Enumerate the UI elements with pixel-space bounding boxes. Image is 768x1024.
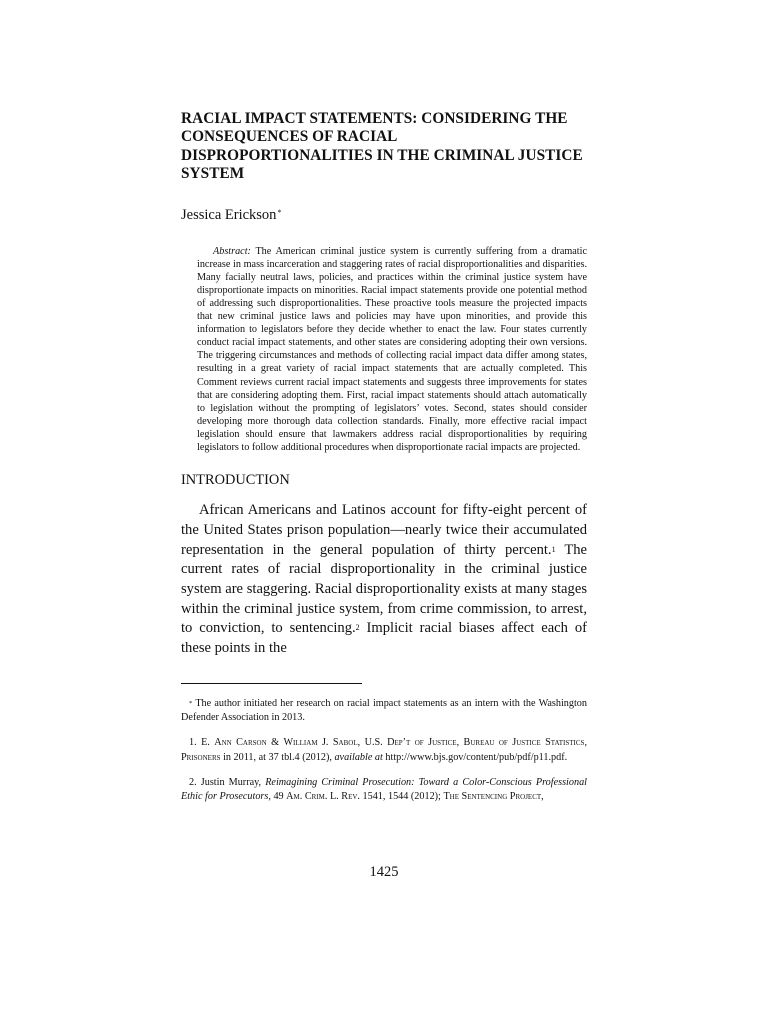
footnote-2 bbox=[181, 776, 587, 805]
abstract-label: Abstract: bbox=[213, 245, 251, 257]
author-name: Jessica Erickson bbox=[181, 206, 277, 223]
footnote-1-publisher: Dep’t of Justice bbox=[387, 737, 457, 749]
abstract-text: The American criminal justice system is currently suffering from a dramatic increase in mass incarceration and staggering rates of racial disproportionalities and disparities. Many facially neutral laws, policies, and practices within the criminal justice system have disproportionate impacts on minorities. Racial impact statements provide one potential method of addressing such disproportionalities. These proactive tools measure the projected impacts that new criminal justice laws and policies may have upon minorities, and provide this information to legislators before they decide whether to enact the law. Four states currently conduct racial impact statements, and other states are considering adopting their own versions. The triggering circumstances and methods of collecting racial impact data differ among states, resulting in a great variety of racial impact statements that are actually completed. This Comment reviews current racial impact statements and suggests three improvements for states that are considering adopting them. First, racial impact statements should attach automatically to legislation without the prompting of legislators’ votes. Second, states should consider developing more thorough data collection standards. Finally, more effective racial impact legislation should ensure that lawmakers address racial disproportionalities by requiring legislators to follow additional procedures when disproportionate racial impacts are projected. bbox=[197, 245, 587, 454]
article-title bbox=[181, 110, 587, 184]
section-heading: INTRODUCTION bbox=[181, 472, 290, 489]
footnote-star-marker: * bbox=[189, 699, 193, 707]
footnote-1-author: William J. Sabol bbox=[283, 737, 358, 749]
intro-text-2: The current rates of racial disproportionality in the criminal justice system are staggering. Racial disproportionality exists at many stages within the criminal justice system, from crime commission, to arrest, to conviction, to sentencing. bbox=[181, 541, 588, 637]
footnote-1-text: , U.S. bbox=[357, 737, 388, 749]
abstract bbox=[197, 245, 587, 455]
footnote-1-text: in 2011, at 37 tbl.4 (2012), bbox=[220, 751, 335, 763]
footnote-2-publisher: The Sentencing Project bbox=[443, 791, 542, 803]
page-number: 1425 bbox=[369, 864, 399, 880]
footnote-1-publisher: Bureau of Justice Statistics bbox=[463, 737, 585, 749]
footnote-star bbox=[181, 697, 587, 726]
title-line: RACIAL IMPACT STATEMENTS: CONSIDERING THE bbox=[181, 110, 568, 127]
footnote-2-text: Justin Murray, bbox=[200, 776, 266, 788]
footnote-1-text: , bbox=[456, 737, 464, 749]
footnote-1-number: 1. bbox=[189, 737, 197, 749]
footnote-1 bbox=[181, 736, 587, 765]
footnote-1-text: & bbox=[266, 737, 284, 749]
footnote-star-text: The author initiated her research on racial impact statements as an intern with the Washington Defender Association in 2013. bbox=[181, 697, 587, 724]
footnote-2-text: , bbox=[541, 791, 544, 803]
footnote-2-journal: Am. Crim. L. Rev. bbox=[286, 791, 360, 803]
footnote-2-title: Reimagining Criminal Prosecution: Toward a Color-Conscious Professional Ethic for Prosecutors bbox=[181, 776, 588, 803]
footnote-1-signal: available at bbox=[334, 751, 383, 763]
author-line bbox=[181, 206, 587, 224]
footnote-1-text: E. bbox=[201, 737, 215, 749]
title-line: CONSEQUENCES OF RACIAL bbox=[181, 128, 398, 146]
footnote-2-text: , 49 bbox=[268, 791, 287, 803]
paper-page bbox=[181, 110, 587, 807]
intro-paragraph bbox=[181, 501, 587, 659]
title-line: SYSTEM bbox=[181, 165, 245, 183]
footnote-1-text: , bbox=[584, 737, 587, 749]
footnote-ref-2: 2 bbox=[355, 623, 360, 633]
intro-text-1: African Americans and Latinos account for fifty-eight percent of the United States prison population—nearly twice their accumulated representation in the general population of thirty percent. bbox=[181, 502, 587, 558]
title-line: DISPROPORTIONALITIES IN THE CRIMINAL JUSTICE bbox=[181, 146, 583, 164]
intro-text-3: Implicit racial biases affect each of these points in the bbox=[181, 620, 587, 657]
footnote-2-text: 1541, 1544 (2012); bbox=[359, 791, 444, 803]
author-footnote-marker: * bbox=[277, 207, 282, 217]
footnote-2-number: 2. bbox=[189, 776, 197, 788]
footnote-1-url: http://www.bjs.gov/content/pub/pdf/p11.pdf. bbox=[382, 751, 568, 763]
footnote-ref-1: 1 bbox=[551, 544, 556, 554]
footnote-1-author: Ann Carson bbox=[214, 737, 267, 749]
footnote-1-title: Prisoners bbox=[181, 751, 221, 763]
footnote-divider bbox=[181, 683, 362, 684]
footnotes bbox=[181, 697, 587, 805]
